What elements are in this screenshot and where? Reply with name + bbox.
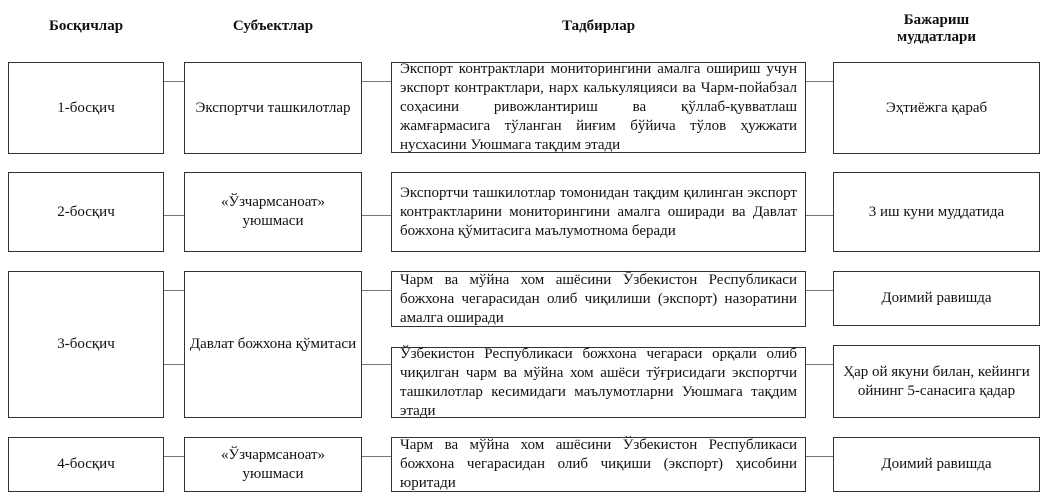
stage-label: 1-босқич [57, 99, 115, 116]
measure-box-2 [391, 172, 806, 252]
deadline-text: Доимий равишда [881, 290, 992, 306]
header-measures: Тадбирлар [561, 18, 636, 34]
subject-label-line2: уюшмаси [242, 465, 304, 482]
header-deadlines-line2: муддатлари [897, 29, 976, 45]
connector [806, 215, 833, 216]
subject-label: Экспортчи ташкилотлар [195, 99, 351, 116]
measure-text: Чарм ва мўйна хом ашёсини Ўзбекистон Республикаси божхона чегарасидан олиб чиқилиши (экспорт) назоратини амалга оширади [400, 271, 797, 326]
stage-box-3 [8, 271, 164, 418]
measure-text: Чарм ва мўйна хом ашёсини Ўзбекистон Республикаси божхона чегарасидан олиб чиқиши (экспорт) ҳисобини юритади [400, 437, 797, 491]
subject-box-4 [184, 437, 362, 492]
connector [806, 290, 833, 291]
deadline-box-3a [833, 271, 1040, 326]
connector [164, 215, 184, 216]
stage-box-4 [8, 437, 164, 492]
stage-label: 4-босқич [57, 456, 115, 472]
subject-label-line1: «Ўзчармсаноат» [220, 446, 326, 463]
header-deadlines [833, 12, 1040, 46]
stage-label: 3-босқич [57, 336, 115, 352]
connector [164, 364, 184, 365]
deadline-box-4 [833, 437, 1040, 492]
connector [362, 456, 391, 457]
connector [806, 81, 833, 82]
connector [164, 456, 184, 457]
deadline-box-1 [833, 62, 1040, 154]
subject-label: Давлат божхона қўмитаси [189, 336, 357, 352]
measure-box-3a [391, 271, 806, 327]
deadline-text: 3 иш куни муддатида [868, 203, 1005, 220]
subject-box-2 [184, 172, 362, 252]
connector [164, 290, 184, 291]
measure-text: Экспорт контрактлари мониторингини амалга ошириш учун экспорт контрактлари, нарх калькуляцияси ва Чарм-пойабзал соҳасини ривожлантириш ва қўллаб-қувватлаш жамғармасига тўланган йиғим бўйича тўлов ҳужжати нусхасини Уюшмага тақдим этади [400, 61, 797, 153]
subject-box-1 [184, 62, 362, 154]
measure-text: Экспортчи ташкилотлар томонидан тақдим қилинган экспорт контрактларини мониторингини амалга оширади ва Давлат божхона қўмитасига маълумотнома беради [400, 184, 797, 239]
header-subjects: Субъектлар [232, 18, 314, 34]
stage-box-2 [8, 172, 164, 252]
measure-box-3b [391, 347, 806, 418]
subject-box-3 [184, 271, 362, 418]
deadline-text: Доимий равишда [881, 456, 992, 472]
connector [362, 81, 391, 82]
deadline-text: Ҳар ой якуни билан, кейинги ойнинг 5-санасига қадар [843, 363, 1030, 399]
connector [362, 215, 391, 216]
header-stages: Босқичлар [48, 18, 124, 34]
connector [164, 81, 184, 82]
header-deadlines-line1: Бажариш [903, 12, 970, 28]
stage-box-1 [8, 62, 164, 154]
connector [362, 364, 391, 365]
subject-label-line1: «Ўзчармсаноат» [220, 194, 326, 210]
deadline-box-2 [833, 172, 1040, 252]
measure-box-1 [391, 62, 806, 153]
connector [806, 364, 833, 365]
deadline-box-3b [833, 345, 1040, 418]
connector [806, 456, 833, 457]
measure-text: Ўзбекистон Республикаси божхона чегараси орқали олиб чиқилган чарм ва мўйна хом ашёси тўғрисидаги экспортчи ташкилотлар кесимидаги маълумотларни Уюшмага тақдим этади [400, 345, 797, 419]
stage-label: 2-босқич [57, 203, 115, 220]
measure-box-4 [391, 437, 806, 492]
connector [362, 290, 391, 291]
subject-label-line2: уюшмаси [242, 213, 304, 229]
deadline-text: Эҳтиёжга қараб [885, 99, 988, 116]
